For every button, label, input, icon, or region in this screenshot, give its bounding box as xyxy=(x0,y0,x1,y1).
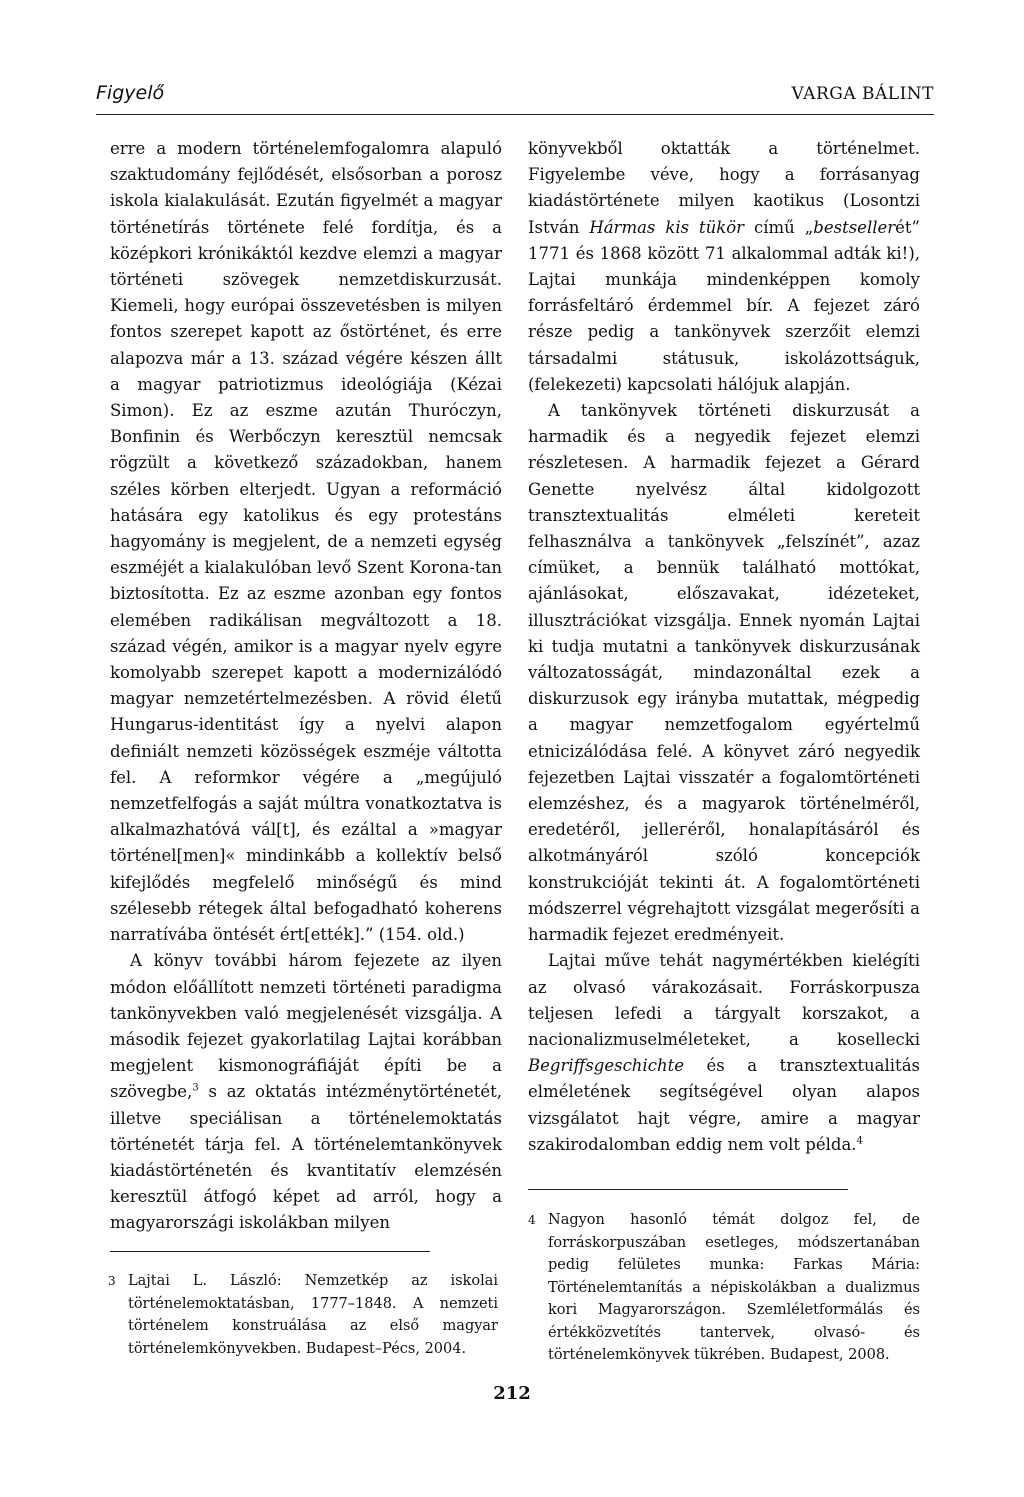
right-paragraph-2: A tankönyvek történeti diskurzusát a harmadik és a negyedik fejezet elemzi részletesen. A harmadik fejezet a Gérard Genette nyelvész által kidolgozott transztextualitás elméleti kereteit felhasználva a tankönyvek „felszínét”, azaz címüket, a bennük található mottókat, ajánlásokat, előszavakat, idézeteket, illusztrációkat vizsgálja. Ennek nyomán Lajtai ki tudja mutatni a tankönyvek diskurzusának változatosságát, mindazonáltal ezek a diskurzusok egy irányba mutattak, mégpedig a magyar nemzetfogalom egyértelmű etnicizálódása felé. A könyvet záró negyedik fejezetben Lajtai visszatér a fogalomtörténeti elemzéshez, és a magyarok történelméről, eredetéről, jelleгéről, honalapításáról és alkotmányáról szóló koncepciók konstrukcióját tekinti át. A fogalomtörténeti módszerrel végrehajtott vizsgálat megerősíti a harmadik fejezet eredményeit. xyxy=(528,401,920,945)
right-paragraph-3-text-b: és a transztextualitás elméletének segítségével olyan alapos vizsgálatot hajt végre, amire a magyar szakirodalomban eddig nem volt példa. xyxy=(528,1056,920,1154)
left-column xyxy=(110,136,502,1237)
journal-section-title: Figyelő xyxy=(96,82,165,104)
footnote-4 xyxy=(528,1209,920,1367)
book-title-italic: Hármas kis tükör xyxy=(589,217,745,237)
right-paragraph-3 xyxy=(528,948,920,1158)
footnote-3 xyxy=(108,1270,498,1360)
author-name: VARGA BÁLINT xyxy=(791,84,934,104)
running-header xyxy=(96,78,934,115)
footnote-4-text: Nagyon hasonló témát dolgoz fel, de forráskorpuszában esetleges, módszertanában pedig felületes munka: Farkas Mária: Történelemtanítás a népiskolákban a dualizmus kori Magyarországon. Szemléletformálás és értékközvetítés tantervek, olvasó- és történelemkönyvek tükrében. Budapest, 2008. xyxy=(548,1212,920,1363)
begriffsgeschichte-italic: Begriffsgeschichte xyxy=(528,1056,684,1076)
right-paragraph-1 xyxy=(528,136,920,398)
right-paragraph-1-text-b: című „ xyxy=(744,217,814,237)
right-paragraph-3-text-a: Lajtai műve tehát nagymértékben kielégíti az olvasó várakozásait. Forráskorpusza teljesen lefedi a tárgyalt korszakot, a nacionalizmuselméleteket, a kosellecki xyxy=(528,951,920,1049)
footnote-ref-4[interactable]: 4 xyxy=(856,1135,863,1147)
right-paragraph-1-text-c: ét” 1771 és 1868 között 71 alkalommal adták ki!), Lajtai munkája mindenképpen komoly forrásfeltáró érdemmel bír. A fejezet záró része pedig a tankönyvek szerzőit elemzi társadalmi státusuk, iskolázottságuk, (felekezeti) kapcsolati hálójuk alapján. xyxy=(528,217,920,394)
footnote-divider-right xyxy=(528,1189,848,1190)
left-paragraph-1: erre a modern történelemfogalomra alapuló szaktudomány fejlődését, elsősorban a porosz iskola kialakulását. Ezután figyelmét a magyar történetírás története felé fordítja, és a középkori krónikáktól kezdve elemzi a magyar történeti szövegek nemzetdiskurzusát. Kiemeli, hogy európai összevetésben is milyen fontos szerepet kapott az őstörténet, és erre alapozva már a 13. század végére készen állt a magyar patriotizmus ideológiája (Kézai Simon). Ez az eszme azután Thuróczyn, Bonfinin és Werbőczyn keresztül nemcsak rögzült a következő századokban, hanem széles körben elterjedt. Ugyan a reformáció hatására egy katolikus és egy protestáns hagyomány is megjelent, de a nemzeti egység eszméjét a kialakulóban levő Szent Korona-tan biztosította. Ez az eszme azonban egy fontos elemében radikálisan megváltozott a 18. század végén, amikor is a magyar nyelv egyre komolyabb szerepet kapott a modernizálódó magyar nemzetértelmezésben. A rövid életű Hungarus-identitást így a nyelvi alapon definiált nemzeti közösségek eszméje váltotta fel. A reformkor végére a „megújuló nemzetfelfogás a saját múltra vonatkoztatva is alkalmazhatóvá vál[t], és ezáltal a »magyar történel[men]« mindinkább a kollektív belső kifejlődés megfelelő minőségű és mind szélesebb rétegek által befogadható koherens narratívába öntését ért[ették].” (154. old.) xyxy=(110,139,502,945)
right-paragraph-1-text-a: könyvekből oktatták a történelmet. Figyelembe véve, hogy a forrásanyag kiadástörténete milyen kaotikus (Losontzi István xyxy=(528,139,920,237)
left-paragraph-2-text-b: s az oktatás intézménytörténetét, illetve speciálisan a történelemoktatás történetét tárja fel. A történelemtankönyvek kiadástörténetén és kvantitatív elemzésén keresztül átfogó képet ad arról, hogy a magyarországi iskolákban milyen xyxy=(110,1082,502,1233)
footnote-4-number: 4 xyxy=(528,1213,536,1227)
left-paragraph-2 xyxy=(110,948,502,1236)
footnote-3-number: 3 xyxy=(108,1274,116,1288)
bestseller-italic: bestseller xyxy=(813,217,896,237)
left-paragraph-2-text-a: A könyv további három fejezete az ilyen módon előállított nemzeti történeti paradigma tankönyvekben való megjelenését vizsgálja. A második fejezet gyakorlatilag Lajtai korábban megjelent kismonográfiáját építi be a szövegbe, xyxy=(110,951,502,1102)
page-number: 212 xyxy=(493,1383,531,1404)
footnote-ref-3[interactable]: 3 xyxy=(192,1082,199,1094)
footnote-3-text: Lajtai L. László: Nemzetkép az iskolai történelemoktatásban, 1777–1848. A nemzeti történelem konstruálása az első magyar történelemkönyvekben. Budapest–Pécs, 2004. xyxy=(128,1273,498,1357)
right-column xyxy=(528,136,920,1158)
footnote-divider-left xyxy=(110,1251,430,1252)
